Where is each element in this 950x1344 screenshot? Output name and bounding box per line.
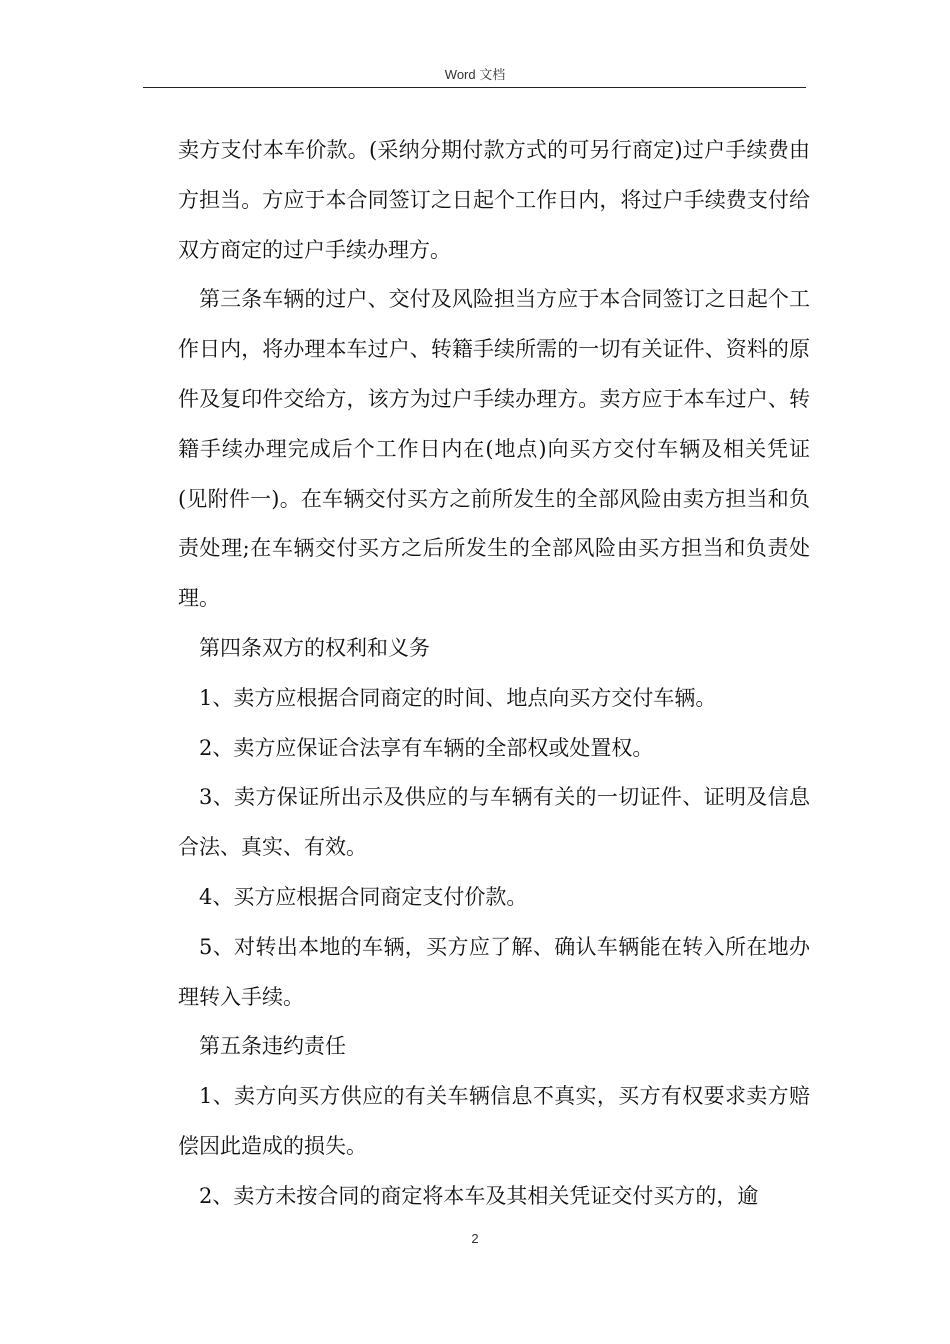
paragraph: 卖方支付本车价款。(采纳分期付款方式的可另行商定)过户手续费由方担当。方应于本合同签订之日起个工作日内，将过户手续费支付给双方商定的过户手续办理方。 [178, 138, 810, 262]
list-item: 1、卖方应根据合同商定的时间、地点向买方交付车辆。 [199, 685, 717, 710]
paragraph: 第三条车辆的过户、交付及风险担当方应于本合同签订之日起个工作日内，将办理本车过户、转籍手续所需的一切有关证件、资料的原件及复印件交给方，该方为过户手续办理方。卖方应于本车过户、转籍手续办理完成后个工作日内在(地点)向买方交付车辆及相关凭证(见附件一)。在车辆交付买方之前所发生的全部风险由卖方担当和负责处理;在车辆交付买方之后所发生的全部风险由买方担当和负责处理。 [178, 287, 810, 611]
list-item: 5、对转出本地的车辆，买方应了解、确认车辆能在转入所在地办理转入手续。 [178, 934, 810, 1009]
section-heading: 第五条违约责任 [199, 1034, 346, 1059]
list-item: 2、卖方应保证合法享有车辆的全部权或处置权。 [199, 735, 654, 760]
page-number: 2 [471, 1231, 479, 1246]
section-heading: 第四条双方的权利和义务 [199, 635, 430, 660]
header-divider [143, 87, 806, 88]
list-item: 1、卖方向买方供应的有关车辆信息不真实，买方有权要求卖方赔偿因此造成的损失。 [178, 1084, 810, 1158]
document-body [178, 126, 810, 1222]
list-item: 3、卖方保证所出示及供应的与车辆有关的一切证件、证明及信息合法、真实、有效。 [178, 785, 810, 860]
page-header-title: Word 文档 [444, 67, 506, 82]
list-item: 4、买方应根据合同商定支付价款。 [199, 884, 528, 909]
list-item: 2、卖方未按合同的商定将本车及其相关凭证交付买方的，逾 [199, 1183, 759, 1208]
